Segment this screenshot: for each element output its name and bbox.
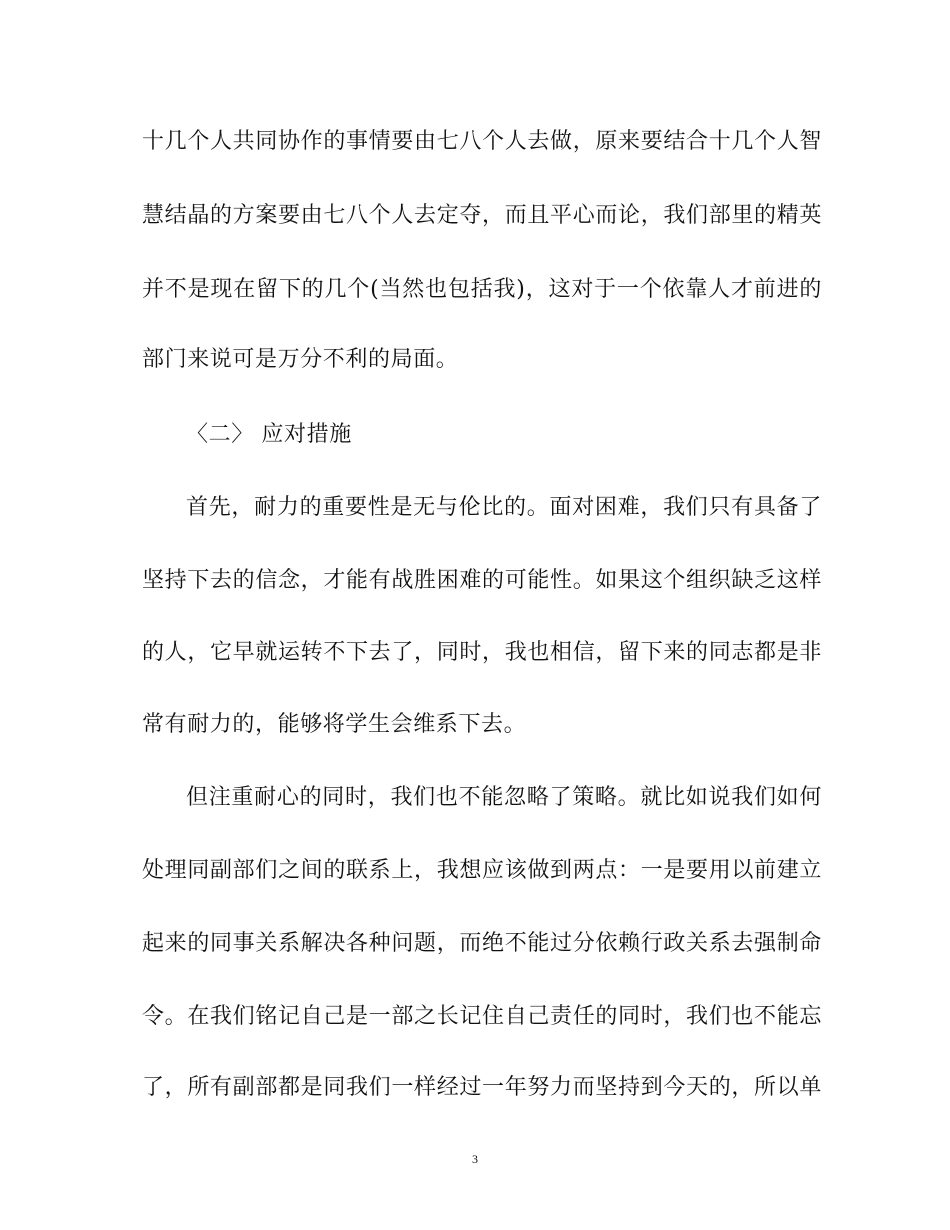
paragraph-3-line-3: 起来的同事关系解决各种问题，而绝不能过分依赖行政关系去强制命 — [142, 931, 822, 956]
page-number: 3 — [472, 1152, 478, 1166]
paragraph-2-line-1: 首先，耐力的重要性是无与伦比的。面对困难，我们只有具备了 — [186, 495, 822, 520]
paragraph-3-line-5: 了，所有副部都是同我们一样经过一年努力而坚持到今天的，所以单 — [142, 1075, 822, 1100]
paragraph-2-line-4: 常有耐力的，能够将学生会维系下去。 — [142, 712, 527, 737]
paragraph-3-line-1: 但注重耐心的同时，我们也不能忽略了策略。就比如说我们如何 — [186, 785, 822, 810]
paragraph-1-line-3: 并不是现在留下的几个(当然也包括我)，这对于一个依靠人才前进的 — [142, 277, 822, 302]
section-heading: 〈二〉 应对措施 — [186, 422, 352, 447]
paragraph-2-line-3: 的人，它早就运转不下去了，同时，我也相信，留下来的同志都是非 — [142, 640, 822, 665]
paragraph-3-line-4: 令。在我们铭记自己是一部之长记住自己责任的同时，我们也不能忘 — [142, 1004, 822, 1029]
paragraph-2-line-2: 坚持下去的信念，才能有战胜困难的可能性。如果这个组织缺乏这样 — [142, 568, 822, 593]
paragraph-1-line-4: 部门来说可是万分不利的局面。 — [142, 347, 459, 372]
paragraph-1-line-1: 十几个人共同协作的事情要由七八个人去做，原来要结合十几个人智 — [142, 129, 822, 154]
paragraph-1-line-2: 慧结晶的方案要由七八个人去定夺，而且平心而论，我们部里的精英 — [142, 203, 822, 228]
paragraph-3-line-2: 处理同副部们之间的联系上，我想应该做到两点：一是要用以前建立 — [142, 858, 822, 883]
